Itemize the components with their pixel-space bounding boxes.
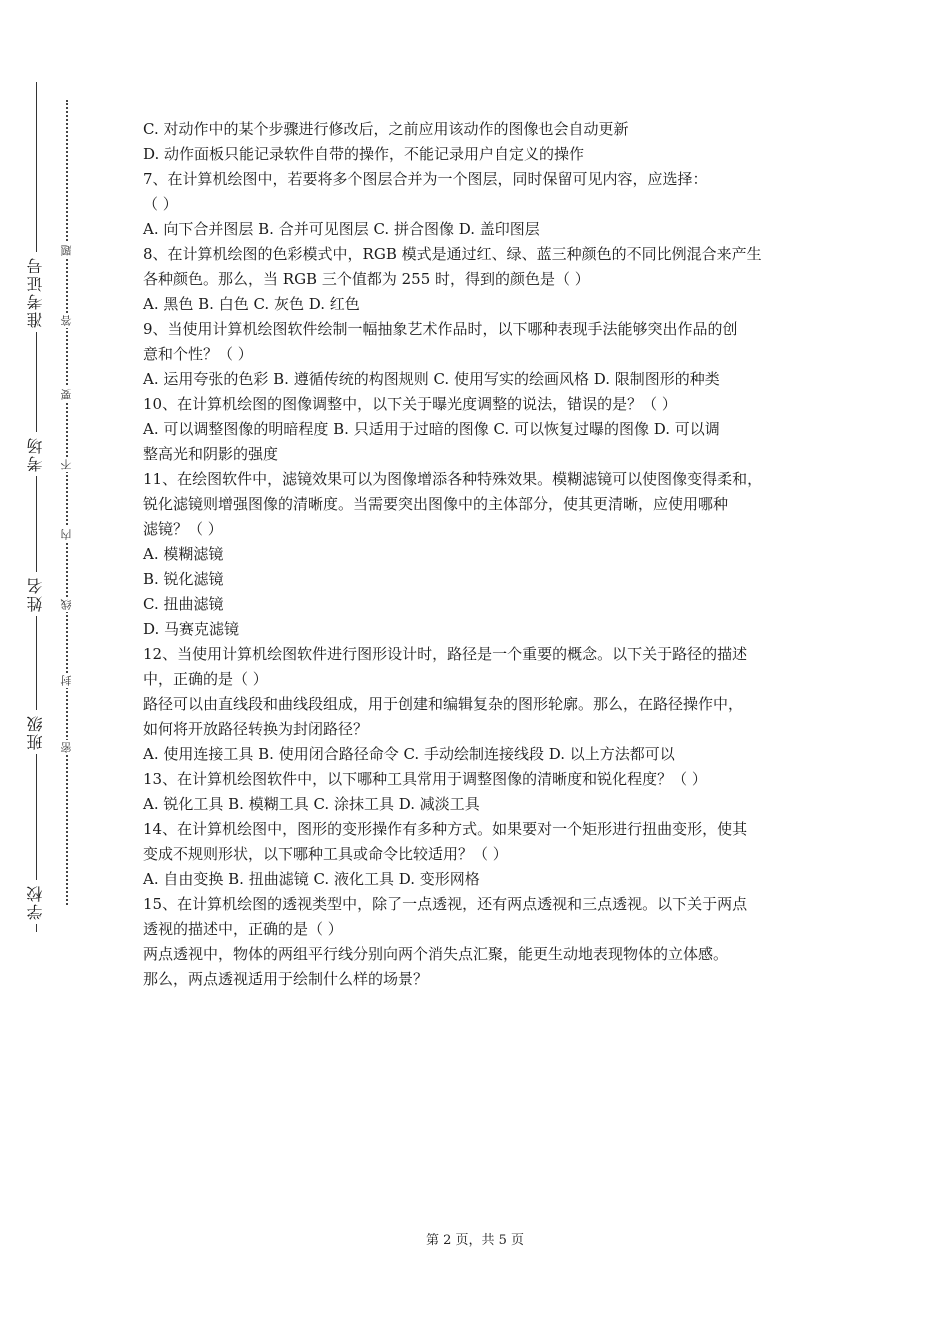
text-line: 7、在计算机绘图中，若要将多个图层合并为一个图层，同时保留可见内容，应选择： bbox=[143, 170, 708, 188]
text-line: A. 锐化工具 B. 模糊工具 C. 涂抹工具 D. 减淡工具 bbox=[143, 795, 480, 813]
admission-number-label: 准考证号 bbox=[24, 252, 46, 332]
text-line: B. 锐化滤镜 bbox=[143, 570, 224, 588]
seal-char: 线 bbox=[60, 599, 73, 610]
text-line: A. 可以调整图像的明暗程度 B. 只适用于过暗的图像 C. 可以恢复过曝的图像 D. 可以调 bbox=[143, 420, 720, 438]
text-line: 14、在计算机绘图中，图形的变形操作有多种方式。如果要对一个矩形进行扭曲变形，使其 bbox=[143, 820, 748, 838]
text-line: 滤镜？（ ） bbox=[143, 520, 223, 538]
text-line: 11、在绘图软件中，滤镜效果可以为图像增添各种特殊效果。模糊滤镜可以使图像变得柔和， bbox=[143, 470, 763, 488]
text-line: 整高光和阴影的强度 bbox=[143, 445, 279, 463]
text-line: 15、在计算机绘图的透视类型中，除了一点透视，还有两点透视和三点透视。以下关于两点 bbox=[143, 895, 748, 913]
text-line: A. 运用夸张的色彩 B. 遵循传统的构图规则 C. 使用写实的绘画风格 D. 限制图形的种类 bbox=[143, 370, 720, 388]
seal-char: 要 bbox=[60, 389, 73, 400]
text-line: A. 自由变换 B. 扭曲滤镜 C. 液化工具 D. 变形网格 bbox=[143, 870, 480, 888]
binding-solid-line bbox=[36, 82, 37, 932]
text-line: C. 扭曲滤镜 bbox=[143, 595, 224, 613]
class-label: 班级 bbox=[24, 710, 46, 754]
text-line: A. 模糊滤镜 bbox=[143, 545, 224, 563]
text-line: 变成不规则形状，以下哪种工具或命令比较适用？（ ） bbox=[143, 845, 508, 863]
seal-char: 题 bbox=[60, 245, 73, 256]
name-label: 姓名 bbox=[24, 572, 46, 616]
school-label: 学校 bbox=[24, 880, 46, 924]
text-line: 10、在计算机绘图的图像调整中，以下关于曝光度调整的说法，错误的是？（ ） bbox=[143, 395, 677, 413]
text-line: D. 动作面板只能记录软件自带的操作，不能记录用户自定义的操作 bbox=[143, 145, 585, 163]
text-line: 13、在计算机绘图软件中，以下哪种工具常用于调整图像的清晰度和锐化程度？（ ） bbox=[143, 770, 707, 788]
text-line: （ ） bbox=[143, 195, 178, 213]
seal-char: 封 bbox=[60, 675, 73, 686]
text-line: 如何将开放路径转换为封闭路径？ bbox=[143, 720, 369, 738]
text-line: 8、在计算机绘图的色彩模式中，RGB 模式是通过红、绿、蓝三种颜色的不同比例混合来产生 bbox=[143, 245, 762, 263]
text-line: A. 使用连接工具 B. 使用闭合路径命令 C. 手动绘制连接线段 D. 以上方法都可以 bbox=[143, 745, 675, 763]
seal-char: 不 bbox=[60, 459, 73, 470]
seal-char: 内 bbox=[60, 529, 73, 540]
text-line: A. 黑色 B. 白色 C. 灰色 D. 红色 bbox=[143, 295, 360, 313]
seal-char: 密 bbox=[60, 742, 73, 753]
text-line: 透视的描述中，正确的是（ ） bbox=[143, 920, 343, 938]
seal-dotted-line bbox=[66, 100, 68, 905]
text-line: 路径可以由直线段和曲线段组成，用于创建和编辑复杂的图形轮廓。那么，在路径操作中， bbox=[143, 695, 744, 713]
text-line: 意和个性？（ ） bbox=[143, 345, 253, 363]
text-line: A. 向下合并图层 B. 合并可见图层 C. 拼合图像 D. 盖印图层 bbox=[143, 220, 540, 238]
text-line: 锐化滤镜则增强图像的清晰度。当需要突出图像中的主体部分，使其更清晰，应使用哪种 bbox=[143, 495, 729, 513]
text-line: 那么，两点透视适用于绘制什么样的场景？ bbox=[143, 970, 429, 988]
exam-room-label: 考场 bbox=[24, 432, 46, 476]
question-content bbox=[143, 117, 833, 992]
seal-char: 答 bbox=[60, 315, 73, 326]
text-line: 9、当使用计算机绘图软件绘制一幅抽象艺术作品时，以下哪种表现手法能够突出作品的创 bbox=[143, 320, 738, 338]
text-line: 各种颜色。那么，当 RGB 三个值都为 255 时，得到的颜色是（ ） bbox=[143, 270, 590, 288]
text-line: 中，正确的是（ ） bbox=[143, 670, 268, 688]
text-line: D. 马赛克滤镜 bbox=[143, 620, 240, 638]
text-line: C. 对动作中的某个步骤进行修改后，之前应用该动作的图像也会自动更新 bbox=[143, 120, 629, 138]
page-footer: 第 2 页，共 5 页 bbox=[425, 1233, 525, 1248]
text-line: 两点透视中，物体的两组平行线分别向两个消失点汇聚，能更生动地表现物体的立体感。 bbox=[143, 945, 729, 963]
text-line: 12、当使用计算机绘图软件进行图形设计时，路径是一个重要的概念。以下关于路径的描述 bbox=[143, 645, 748, 663]
binding-margin bbox=[0, 0, 73, 1344]
